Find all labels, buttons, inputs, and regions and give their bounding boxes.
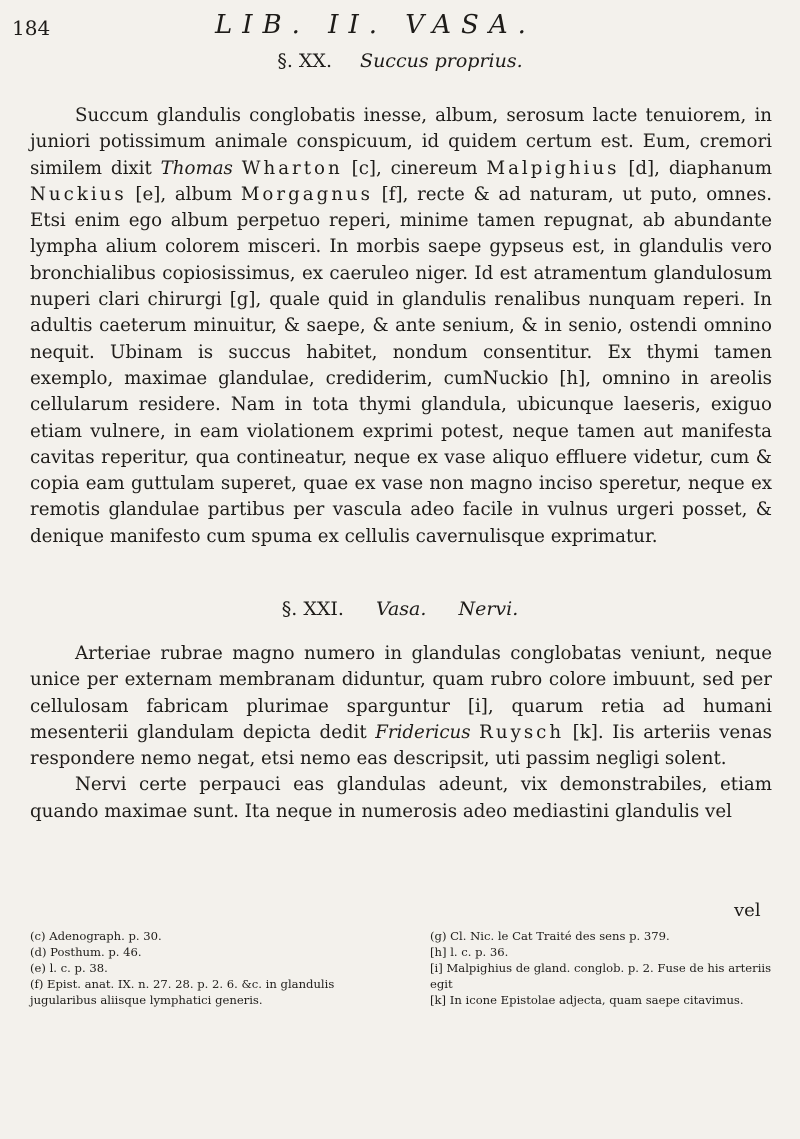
author-name: Morgagnus <box>240 183 373 205</box>
author-name: Ruysch <box>479 721 565 743</box>
footnote: (d) Posthum. p. 46. <box>30 945 142 960</box>
footnote: (g) Cl. Nic. le Cat Traité des sens p. 379. <box>430 929 670 943</box>
footnotes-left <box>30 928 400 1008</box>
author-first: Fridericus <box>375 721 471 743</box>
author-name: Nuckius <box>30 183 127 205</box>
footnotes-right <box>430 928 780 1008</box>
running-title: LIB. II. VASA. <box>215 10 536 40</box>
section-number: §. XXI. <box>281 598 344 620</box>
footnote: [k] In icone Epistolae adjecta, quam saepe citavimus. <box>430 993 744 1008</box>
footnote: [h] l. c. p. 36. <box>430 945 509 960</box>
page-number: 184 <box>12 16 51 40</box>
footnote: (c) Adenograph. p. 30. <box>30 929 162 943</box>
section-heading-20 <box>0 50 800 72</box>
footnote: (f) Epist. anat. IX. n. 27. 28. p. 2. 6. &c. in glandulis jugularibus aliisque lymphatici generis. <box>30 977 335 1008</box>
section-heading-21 <box>0 598 800 620</box>
page-header <box>0 4 800 44</box>
section-title: Succus proprius. <box>360 50 523 72</box>
section-title: Vasa. <box>375 598 427 620</box>
catchword: vel <box>734 900 761 921</box>
section-title: Nervi. <box>458 598 519 620</box>
author-name: Malpighius <box>486 157 620 179</box>
body-paragraph-20: Succum glandulis conglobatis inesse, album, serosum lacte tenuiorem, in juniori potissimum animale conspicuum, id quidem certum est. Eum, cremori similem dixit Thomas Wharton [c], cinereum Malpighius [d], diaphanum Nuckius [e], album Morgagnus [f], recte & ad naturam, ut puto, omnes. Etsi enim ego album perpetuo reperi, minime tamen repugnat, ab abundante lympha alium colorem misceri. In morbis saepe gypseus est, in glandulis vero bronchialibus copiosissimus, ex caeruleo niger. Id est atramentum glandulosum nuperi clari chirurgi [g], quale quid in glandulis renalibus nunquam reperi. In adultis caeterum minuitur, & saepe, & ante senium, & in senio, ostendi omnino nequit. Ubinam is succus habitet, nondum consentitur. Ex thymi tamen exemplo, maximae glandulae, crediderim, cumNuckio [h], omnino in areolis cellularum residere. Nam in tota thymi glandula, ubicunque laeseris, exiguo etiam vulnere, in eam violationem exprimi potest, neque tamen aut manifesta cavitas reperitur, qua contineatur, neque ex vase aliquo effluere videtur, cum & copia eam guttulam superet, quae ex vase non magno inciso speretur, neque ex remotis glandulae partibus per vascula adeo facile in vulnus urgeri posset, & denique manifesto cum spuma ex cellulis cavernulisque exprimatur. <box>30 105 773 547</box>
section-number: §. XX. <box>277 50 332 72</box>
author-name: Wharton <box>241 157 343 179</box>
footnote: [i] Malpighius de gland. conglob. p. 2. Fuse de his arteriis egit <box>430 961 772 992</box>
author-first: Thomas <box>160 157 233 179</box>
body-paragraph-21: Arteriae rubrae magno numero in glandulas conglobatas veniunt, neque unice per externam membranam diduntur, quam rubro colore imbuunt, sed per cellulosam fabricam plurimae sparguntur [i], quarum retia ad humani mesenterii glandulam depicta dedit Fridericus Ruysch [k]. Iis arteriis venas respondere nemo negat, etsi nemo eas descripsit, uti passim negligi solent. Nervi certe perpauci eas glandulas adeunt, vix demonstrabiles, etiam quando maximae sunt. Ita neque in numerosis adeo mediastini glandulis vel <box>30 643 772 822</box>
footnote: (e) l. c. p. 38. <box>30 961 108 976</box>
